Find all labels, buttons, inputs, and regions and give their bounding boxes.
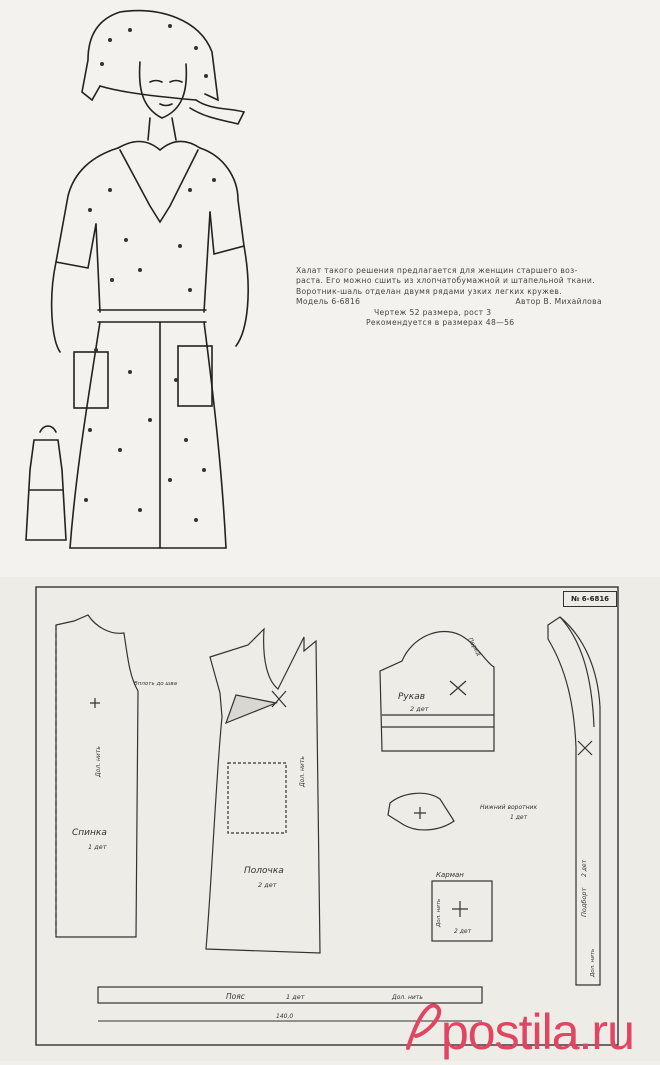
sheet-frame (36, 587, 618, 1045)
facing-count: 2 дет (581, 859, 588, 877)
model-number: Модель 6-6816 (296, 297, 361, 307)
collar-piece (388, 793, 454, 830)
facing-grain: Дол. нить (590, 948, 596, 977)
model-description (296, 266, 636, 328)
sleeve-count: 2 дет (410, 705, 429, 713)
recommended-sizes: Рекомендуется в размерах 48—56 (366, 318, 515, 328)
belt-grain: Дол. нить (392, 994, 423, 1001)
description-line: Воротник-шаль отделан двумя рядами узких легких кружев. (296, 286, 562, 296)
back-note: Вплоть до шва (134, 681, 178, 687)
sleeve-label: Рукав (398, 692, 426, 702)
description-line: раста. Его можно сшить из хлопчатобумажной и штапельной ткани. (296, 276, 595, 286)
facing-piece (548, 617, 600, 985)
drawing-size: Чертеж 52 размера, рост 3 (374, 307, 492, 317)
author: Автор В. Михайлова (515, 297, 602, 307)
front-count: 2 дет (258, 881, 277, 889)
description-line: Халат такого решения предлагается для женщин старшего воз- (296, 266, 578, 275)
collar-count: 1 дет (510, 814, 528, 821)
sleeve-seam: Перед (466, 636, 483, 658)
front-grain: Дол. нить (299, 756, 306, 787)
back-grain: Дол. нить (95, 746, 102, 777)
watermark-text: postila.ru (441, 1004, 634, 1060)
pattern-drawing (0, 577, 660, 1061)
pocket-grain: Дол. нить (436, 898, 442, 927)
front-label: Полочка (244, 866, 284, 876)
model-code: № 6-6816 (563, 591, 617, 607)
belt-count: 1 дет (286, 993, 305, 1001)
pocket-count: 2 дет (454, 928, 472, 935)
belt-length: 140,0 (276, 1013, 294, 1020)
pocket-label: Карман (436, 871, 464, 879)
back-count: 1 дет (88, 843, 107, 851)
belt-label: Пояс (226, 992, 245, 1001)
facing-label: Подборт (580, 887, 588, 917)
front-piece (206, 629, 320, 953)
back-label: Спинка (72, 828, 107, 838)
pattern-sheet (0, 577, 660, 1061)
collar-label: Нижний воротник (480, 804, 538, 811)
